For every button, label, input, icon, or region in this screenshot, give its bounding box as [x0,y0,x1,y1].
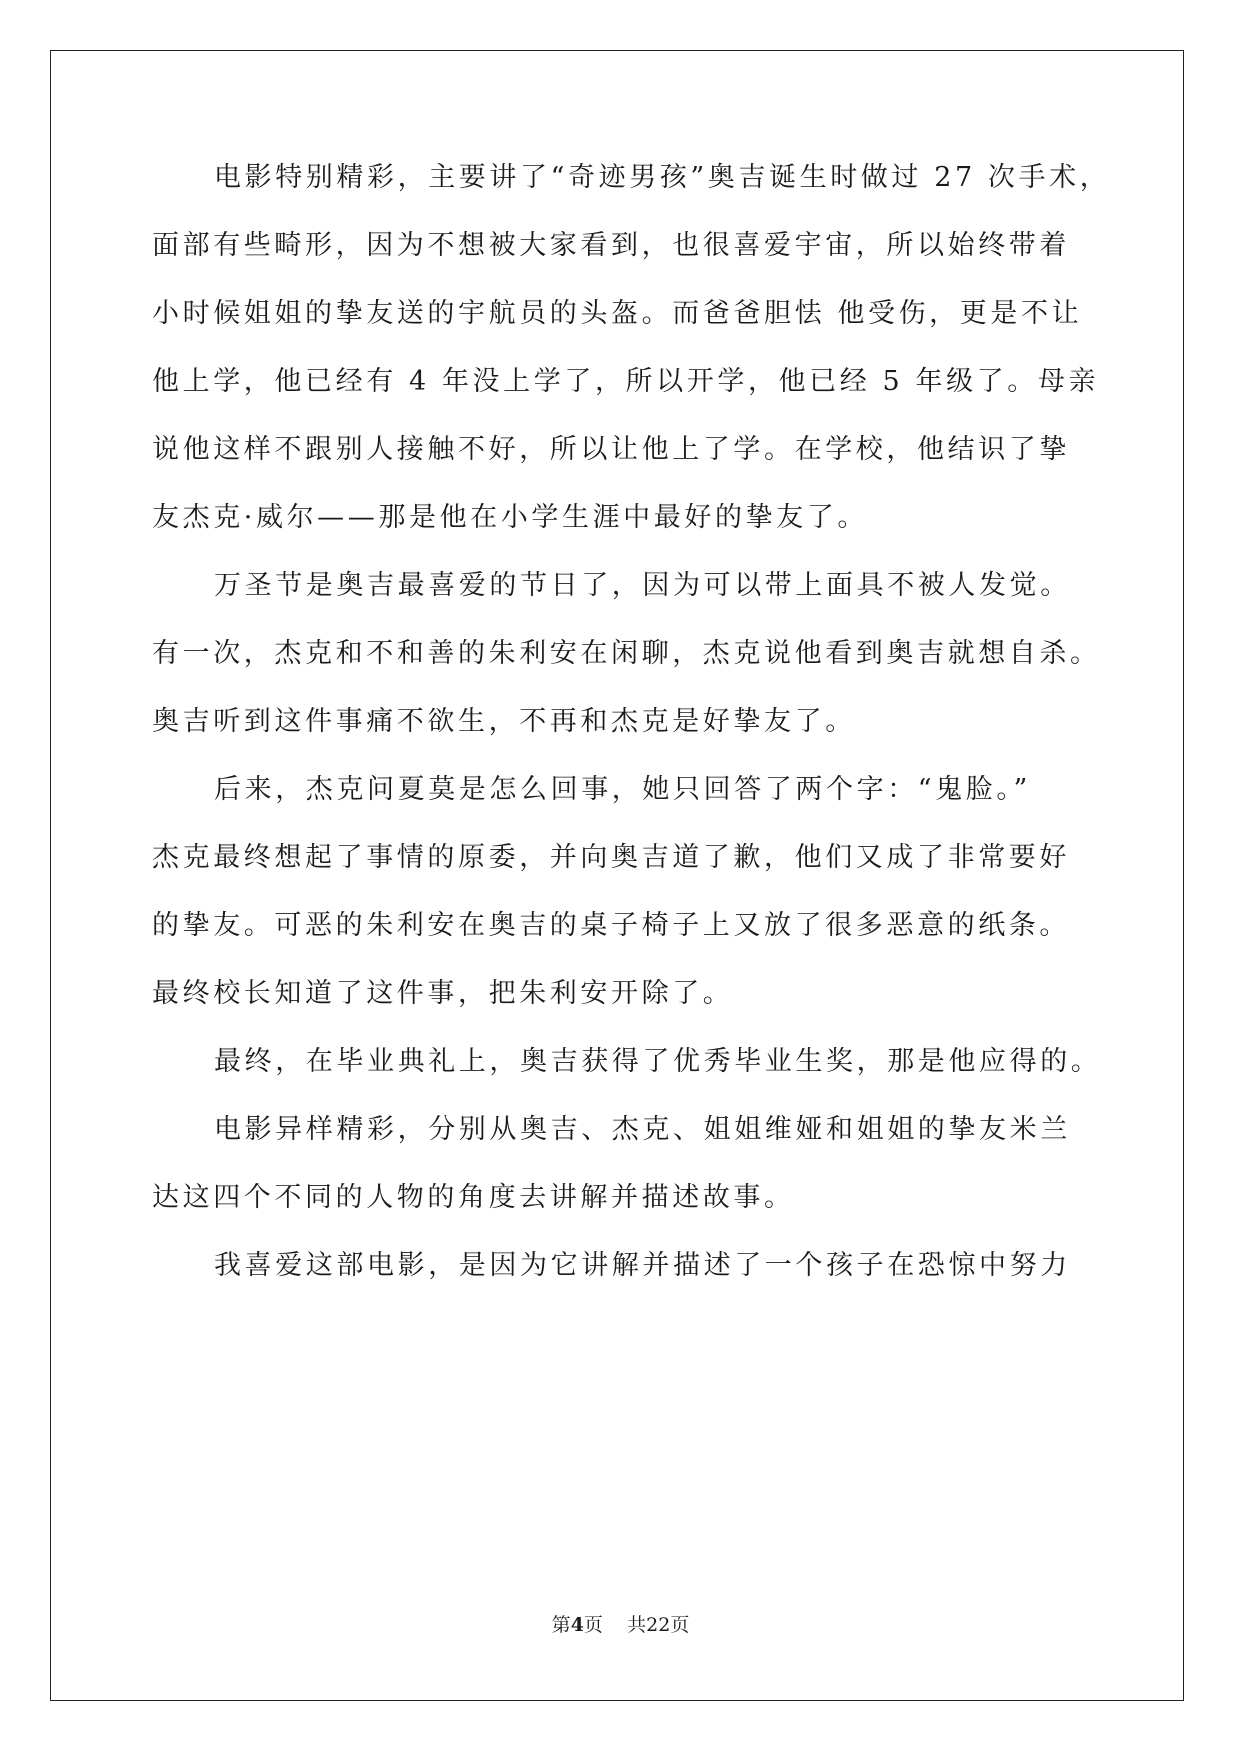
paragraph-3-line-2: 杰克最终想起了事情的原委，并向奥吉道了歉，他们又成了非常要好 [152,842,1070,873]
paragraph-3-line-3: 的挚友。可恶的朱利安在奥吉的桌子椅子上又放了很多恶意的纸条。 [152,910,1070,941]
paragraph-1-line-3: 小时候姐姐的挚友送的宇航员的头盔。而爸爸胆怯 他受伤，更是不让 [152,298,1083,329]
paragraph-4-line-1: 最终，在毕业典礼上，奥吉获得了优秀毕业生奖，那是他应得的。 [214,1046,1102,1077]
paragraph-3-line-1: 后来，杰克问夏莫是怎么回事，她只回答了两个字：“鬼脸。” [214,774,1031,805]
total-pages: 22 [646,1614,671,1636]
paragraph-2-line-2: 有一次，杰克和不和善的朱利安在闲聊，杰克说他看到奥吉就想自杀。 [152,638,1101,669]
paragraph-3-line-4: 最终校长知道了这件事，把朱利安开除了。 [152,978,734,1009]
paragraph-2-line-3: 奥吉听到这件事痛不欲生，不再和杰克是好挚友了。 [152,706,856,737]
total-prefix: 共 [627,1614,647,1636]
paragraph-1-line-1: 电影特别精彩，主要讲了“奇迹男孩”奥吉诞生时做过 27 次手术， [214,162,1111,193]
paragraph-5-line-2: 达这四个不同的人物的角度去讲解并描述故事。 [152,1182,795,1213]
total-suffix: 页 [670,1614,690,1636]
paragraph-1-line-5: 说他这样不跟别人接触不好，所以让他上了学。在学校，他结识了挚 [152,434,1070,465]
paragraph-5-line-1: 电影异样精彩，分别从奥吉、杰克、姐姐维娅和姐姐的挚友米兰 [214,1114,1071,1145]
page-suffix: 页 [583,1614,603,1636]
paragraph-1-line-4: 他上学，他已经有 4 年没上学了，所以开学，他已经 5 年级了。母亲 [152,366,1100,397]
paragraph-1-line-2: 面部有些畸形，因为不想被大家看到，也很喜爱宇宙，所以始终带着 [152,230,1070,261]
page-prefix: 第 [551,1614,571,1636]
paragraph-1-line-6: 友杰克·威尔——那是他在小学生涯中最好的挚友了。 [152,502,868,533]
page-footer [0,1613,1241,1637]
page-number: 4 [570,1614,584,1636]
paragraph-6-line-1: 我喜爱这部电影，是因为它讲解并描述了一个孩子在恐惊中努力 [214,1250,1071,1281]
paragraph-2-line-1: 万圣节是奥吉最喜爱的节日了，因为可以带上面具不被人发觉。 [214,570,1071,601]
